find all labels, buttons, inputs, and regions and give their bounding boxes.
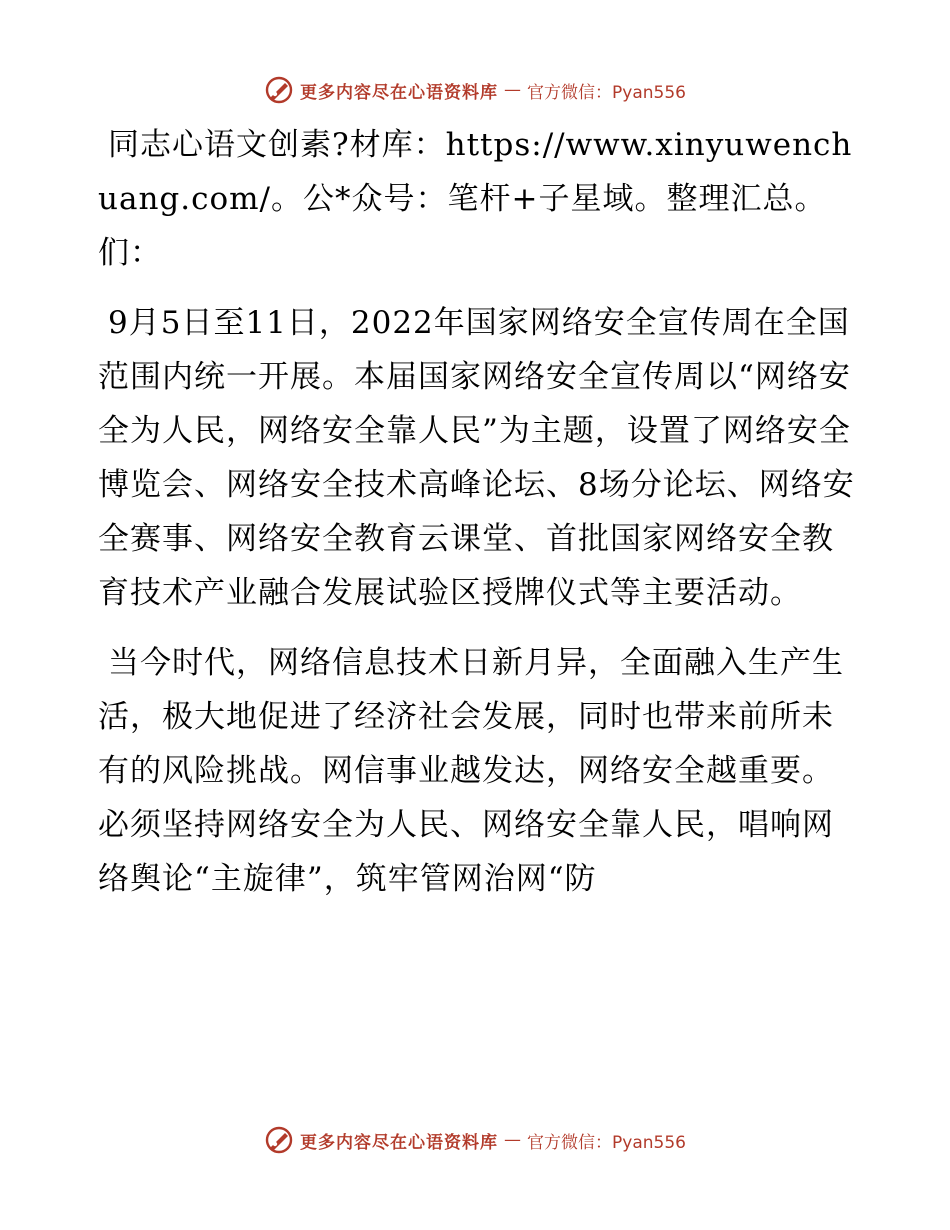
header-banner	[0, 70, 950, 110]
banner-wechat-text: 官方微信：Pyan556	[527, 82, 686, 103]
paragraph-event-intro: 9月5日至11日，2022年国家网络安全宣传周在全国范围内统一开展。本届国家网络安全宣传周以“网络安全为人民，网络安全靠人民”为主题，设置了网络安全博览会、网络安全技术高峰论坛、8场分论坛、网络安全赛事、网络安全教育云课堂、首批国家网络安全教育技术产业融合发展试验区授牌仪式等主要活动。	[98, 305, 855, 611]
banner-main-text: 更多内容尽在心语资料库	[300, 1132, 499, 1153]
banner-wechat-text: 官方微信：Pyan556	[527, 1132, 686, 1153]
paragraph-era-discussion: 当今时代，网络信息技术日新月异，全面融入生产生活，极大地促进了经济社会发展，同时也带来前所未有的风险挑战。网信事业越发达，网络安全越重要。必须坚持网络安全为人民、网络安全靠人民，唱响网络舆论“主旋律”，筑牢管网治网“防	[98, 645, 844, 897]
banner-main-text: 更多内容尽在心语资料库	[300, 82, 499, 103]
footer-banner	[0, 1120, 950, 1160]
banner-dash: —	[504, 80, 522, 100]
document-body	[98, 118, 858, 922]
paragraph-source-note: 同志心语文创素?材库：https://www.xinyuwenchuang.com/。公*众号：笔杆+子星域。整理汇总。们：	[98, 127, 853, 271]
pen-logo-icon	[264, 75, 294, 105]
pen-logo-icon	[264, 1125, 294, 1155]
banner-dash: —	[504, 1130, 522, 1150]
